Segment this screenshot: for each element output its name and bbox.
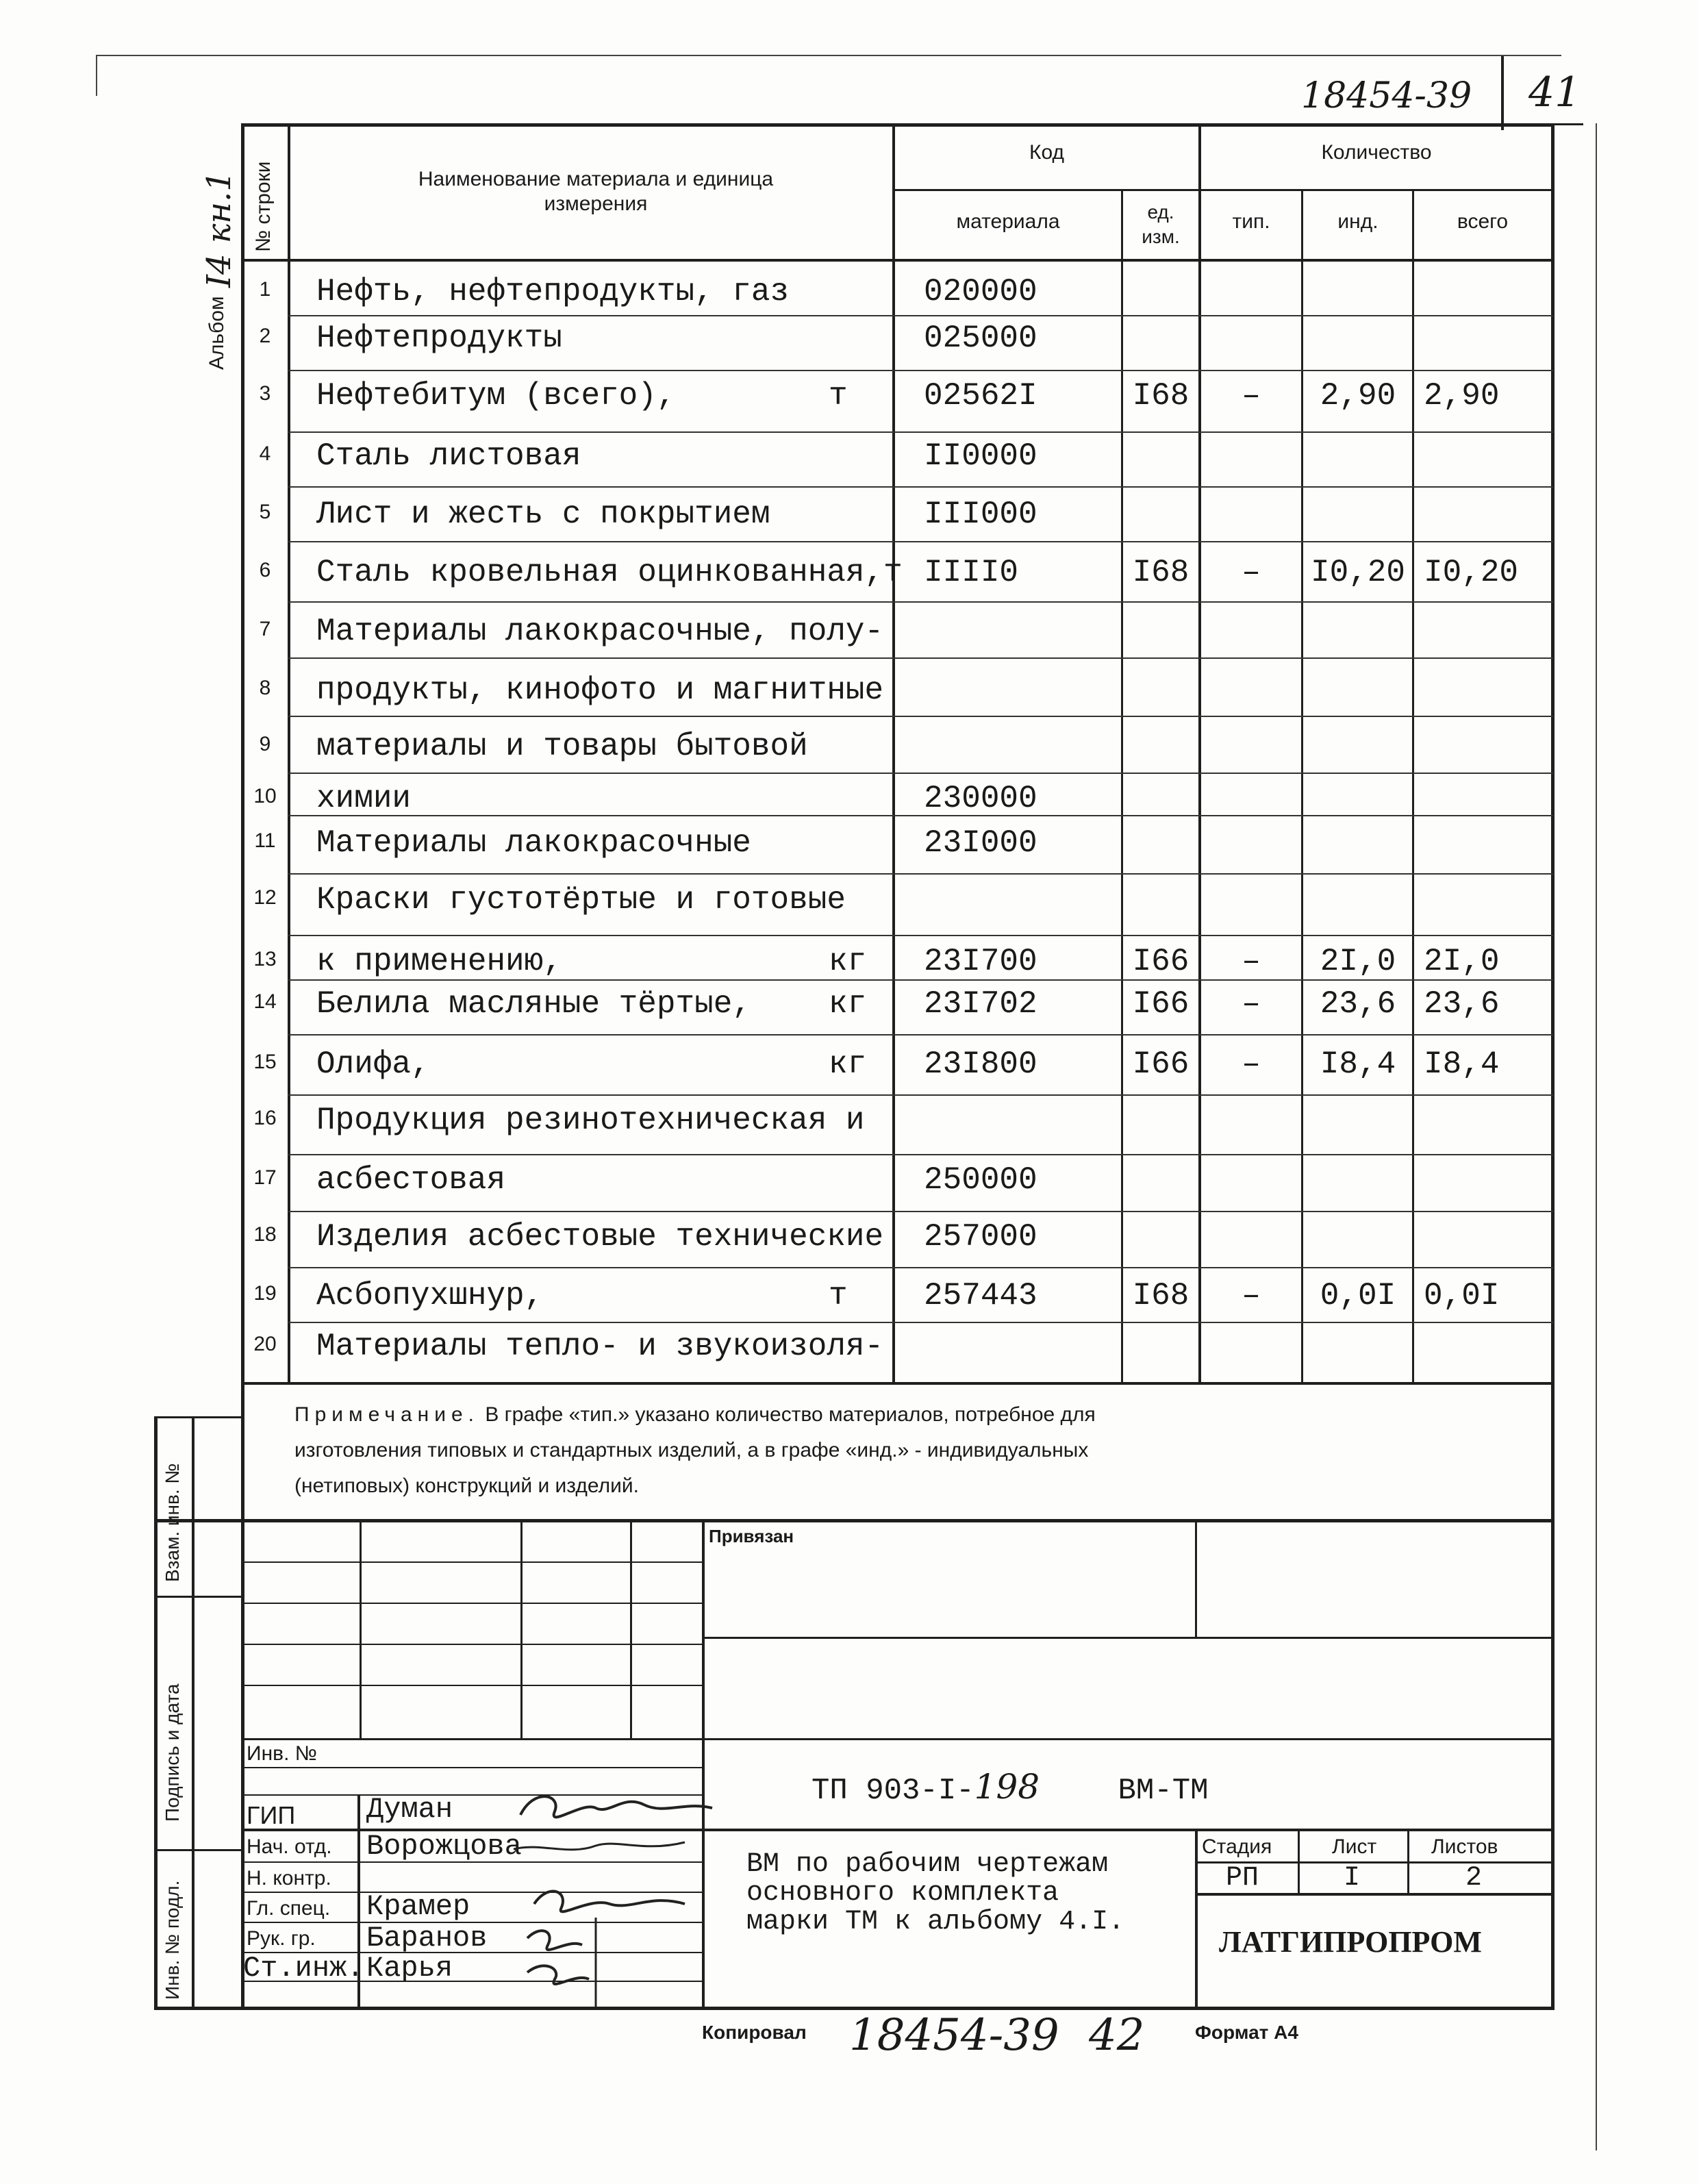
note-line-1: В графе «тип.» указано количество материалов, потребное для — [485, 1403, 1096, 1426]
header-row-number: № строки — [252, 161, 275, 252]
privyazan-label: Привязан — [709, 1526, 794, 1546]
table-row-line — [288, 601, 1553, 603]
tb-grid-h2 — [241, 1603, 703, 1604]
doc-code-suffix: ВМ-ТМ — [1118, 1774, 1209, 1808]
table-row-line — [288, 773, 1553, 774]
table-row-line — [288, 486, 1553, 488]
role-gip: ГИП — [247, 1801, 296, 1829]
side-label-podpis: Подпись и дата — [162, 1683, 183, 1822]
row-unit-code: I68 — [1132, 378, 1190, 414]
table-right-border — [1551, 123, 1555, 1383]
page-top-edge — [96, 55, 1561, 56]
doc-code-number: 198 — [974, 1767, 1040, 1807]
description-line-2: основного комплекта — [746, 1878, 1059, 1909]
row-name: Нефтебитум (всего), — [316, 378, 676, 414]
role-st-inzh: Ст.инж. — [243, 1952, 364, 1985]
row-code: 23I000 — [924, 825, 1037, 861]
tb-grid-v2 — [520, 1519, 523, 1738]
sheets-value: 2 — [1465, 1863, 1483, 1894]
row-number: 16 — [253, 1107, 277, 1129]
copied-label: Копировал — [702, 2022, 807, 2043]
row-code: III000 — [924, 497, 1037, 532]
row-name: химии — [316, 781, 412, 816]
note-lead: Примечание. — [294, 1403, 479, 1426]
tb-right — [1551, 1383, 1555, 2010]
row-number: 4 — [259, 442, 271, 465]
row-code: 250000 — [924, 1162, 1037, 1198]
col-sep-typ — [1301, 189, 1303, 1383]
table-header-bottom — [241, 259, 1553, 262]
row-number: 8 — [259, 677, 271, 699]
row-qty-ind: 2I,0 — [1320, 944, 1396, 979]
tb-side-sep1 — [154, 1596, 243, 1598]
row-qty-ind: 0,0I — [1320, 1278, 1396, 1314]
footer-page-number: 42 — [1089, 2010, 1145, 2061]
row-unit: т — [829, 1278, 848, 1314]
header-quantity: Количество — [1321, 141, 1432, 164]
sheet-label: Лист — [1332, 1835, 1377, 1858]
stage-value: РП — [1226, 1863, 1259, 1894]
row-code: 230000 — [924, 781, 1037, 816]
row-number: 17 — [253, 1166, 277, 1189]
header-name: Наименование материала и единица измерения — [418, 168, 774, 215]
col-sep-unit — [1198, 123, 1201, 1383]
doc-code — [811, 1767, 1209, 1808]
organization: ЛАТГИПРОПРОМ — [1219, 1925, 1482, 1959]
row-number: 1 — [259, 278, 271, 301]
header-code: Код — [1029, 141, 1064, 164]
description-line-1: ВМ по рабочим чертежам — [746, 1849, 1109, 1880]
row-name: продукты, кинофото и магнитные — [316, 673, 884, 708]
tb-grid-h3 — [241, 1644, 703, 1645]
table-subheader-line — [894, 189, 1553, 191]
row-name: Сталь листовая — [316, 438, 581, 474]
row-code: 025000 — [924, 321, 1037, 356]
row-name: Лист и жесть с покрытием — [316, 497, 770, 532]
tb-left-outer — [154, 1416, 158, 2010]
row-name: Материалы лакокрасочные — [316, 825, 751, 861]
row-code: 23I702 — [924, 986, 1037, 1022]
row-number: 12 — [253, 886, 277, 909]
tb-privyazan-bottom — [702, 1637, 1553, 1639]
row-code: 257000 — [924, 1219, 1037, 1255]
row-name: Олифа, — [316, 1046, 430, 1082]
tb-stage-v2 — [1407, 1829, 1409, 1896]
description-line-3: марки ТМ к альбому 4.I. — [746, 1907, 1125, 1937]
table-row-line — [288, 657, 1553, 659]
name-ruk-gr: Баранов — [366, 1922, 488, 1955]
row-unit: кг — [829, 1046, 867, 1082]
table-row-line — [288, 1154, 1553, 1155]
header-code-unit: ед. изм. — [1142, 201, 1180, 247]
row-qty-ind: 2,90 — [1320, 378, 1396, 414]
row-qty-typ: – — [1242, 555, 1261, 590]
tb-grid-v1 — [360, 1519, 362, 1738]
row-name: Белила масляные тёртые, — [316, 986, 751, 1022]
row-code: 02562I — [924, 378, 1037, 414]
tb-left-inner — [241, 1383, 244, 2010]
signatures — [507, 1774, 740, 2020]
row-code: IIII0 — [924, 555, 1019, 590]
role-nach-otd: Нач. отд. — [247, 1835, 332, 1858]
table-row-line — [288, 979, 1553, 981]
row-code: 23I700 — [924, 944, 1037, 979]
row-unit-code: I66 — [1132, 944, 1190, 979]
tb-grid-h5 — [241, 1738, 1553, 1740]
tb-grid-v3 — [630, 1519, 632, 1738]
row-name: Материалы лакокрасочные, полу- — [316, 614, 884, 649]
row-qty-ind: 23,6 — [1320, 986, 1396, 1022]
inv-no-label: Инв. № — [247, 1742, 317, 1765]
table-row-line — [288, 1094, 1553, 1096]
header-code-material: материала — [956, 210, 1060, 233]
row-number: 7 — [259, 618, 271, 640]
header-qty-ind: инд. — [1337, 210, 1379, 233]
sheet-value: I — [1344, 1863, 1361, 1894]
row-name: Нефтепродукты — [316, 321, 562, 356]
table-row-line — [288, 431, 1553, 433]
row-code: 23I800 — [924, 1046, 1037, 1082]
tb-grid-h6 — [241, 1767, 703, 1768]
row-unit-code: I68 — [1132, 555, 1190, 590]
row-code: 257443 — [924, 1278, 1037, 1314]
name-gip: Думан — [366, 1793, 453, 1826]
stage-label: Стадия — [1202, 1835, 1272, 1858]
doc-code-prefix: ТП 903-I- — [811, 1774, 974, 1808]
album-value: I4 кн.1 — [200, 171, 238, 288]
row-number: 13 — [253, 948, 277, 970]
album-label: Альбом — [205, 296, 228, 370]
table-row-line — [288, 1211, 1553, 1212]
role-gl-spec: Гл. спец. — [247, 1897, 331, 1920]
row-number: 11 — [254, 829, 276, 852]
row-code: 020000 — [924, 274, 1037, 310]
table-row-line — [288, 1034, 1553, 1035]
row-unit: кг — [829, 986, 867, 1022]
tb-side-sep2 — [154, 1849, 243, 1851]
side-label-vzam: Взам. инв. № — [162, 1463, 183, 1582]
row-qty-total: 2,90 — [1424, 378, 1500, 414]
page-number-box-left — [1501, 55, 1504, 130]
row-unit-code: I68 — [1132, 1278, 1190, 1314]
row-unit-code: I66 — [1132, 986, 1190, 1022]
row-number: 20 — [253, 1333, 277, 1355]
row-number: 15 — [253, 1051, 277, 1073]
row-number: 19 — [253, 1282, 277, 1305]
row-number: 5 — [259, 501, 271, 523]
row-number: 18 — [253, 1223, 277, 1246]
name-nach-otd: Ворожцова — [366, 1830, 522, 1863]
tb-top — [154, 1519, 1553, 1522]
row-qty-typ: – — [1242, 944, 1261, 979]
format-label: Формат А4 — [1195, 2022, 1298, 2043]
side-label-inv-podl: Инв. № подл. — [162, 1880, 183, 2000]
row-number: 10 — [253, 785, 277, 807]
row-code: II0000 — [924, 438, 1037, 474]
table-row-line — [288, 935, 1553, 936]
table-top-border — [241, 123, 1553, 127]
row-name: Асбопухшнур, — [316, 1278, 544, 1314]
doc-number-handwritten: 18454-39 — [1301, 75, 1472, 116]
tb-stage-v1 — [1298, 1829, 1300, 1896]
row-number: 14 — [253, 990, 277, 1013]
row-unit: т — [829, 378, 848, 414]
row-number: 2 — [259, 325, 271, 347]
row-qty-total: I8,4 — [1424, 1046, 1500, 1082]
table-row-line — [288, 1322, 1553, 1323]
row-number: 3 — [259, 382, 271, 405]
tb-grid-h1 — [241, 1561, 703, 1563]
row-qty-ind: I0,20 — [1310, 555, 1406, 590]
row-qty-typ: – — [1242, 986, 1261, 1022]
note-top-line — [241, 1382, 1553, 1385]
note-line-3: (нетиповых) конструкций и изделий. — [294, 1474, 639, 1497]
row-qty-total: I0,20 — [1424, 555, 1519, 590]
copied-number: 18454-39 — [849, 2010, 1059, 2061]
row-name: Сталь кровельная оцинкованная,т — [316, 555, 903, 590]
page-right-edge — [1596, 123, 1597, 2150]
row-qty-typ: – — [1242, 1278, 1261, 1314]
row-name: асбестовая — [316, 1162, 506, 1198]
row-qty-ind: I8,4 — [1320, 1046, 1396, 1082]
tb-stage-left — [1195, 1829, 1198, 2010]
tb-grid-h4 — [241, 1685, 703, 1686]
name-gl-spec: Крамер — [366, 1890, 470, 1923]
row-qty-total: 23,6 — [1424, 986, 1500, 1022]
row-qty-typ: – — [1242, 378, 1261, 414]
row-name: материалы и товары бытовой — [316, 729, 808, 764]
table-row-line — [288, 1267, 1553, 1268]
sheets-label: Листов — [1431, 1835, 1498, 1858]
col-sep-code — [1121, 189, 1123, 1383]
col-sep-ind — [1412, 189, 1414, 1383]
header-qty-total: всего — [1457, 210, 1509, 233]
row-name: Продукция резинотехническая и — [316, 1103, 865, 1138]
row-name: Изделия асбестовые технические — [316, 1219, 884, 1255]
row-qty-total: 0,0I — [1424, 1278, 1500, 1314]
row-qty-typ: – — [1242, 1046, 1261, 1082]
tb-privyazan-sep — [1195, 1519, 1197, 1637]
table-row-line — [288, 315, 1553, 316]
role-n-kontr: Н. контр. — [247, 1867, 331, 1890]
row-unit-code: I66 — [1132, 1046, 1190, 1082]
page-left-edge — [96, 55, 97, 96]
row-name: Краски густотёртые и готовые — [316, 882, 846, 918]
row-unit: кг — [829, 944, 867, 979]
role-ruk-gr: Рук. гр. — [247, 1927, 316, 1950]
row-number: 6 — [259, 559, 271, 581]
name-st-inzh: Карья — [366, 1952, 453, 1985]
tb-side-top — [154, 1416, 243, 1418]
table-row-line — [288, 716, 1553, 717]
row-name: Нефть, нефтепродукты, газ — [316, 274, 790, 310]
note-line-2: изготовления типовых и стандартных изделий, а в графе «инд.» - индивидуальных — [294, 1439, 1089, 1461]
table-row-line — [288, 873, 1553, 875]
row-name: Материалы тепло- и звукоизоля- — [316, 1329, 884, 1364]
row-qty-total: 2I,0 — [1424, 944, 1500, 979]
page-number: 41 — [1528, 68, 1581, 116]
table-row-line — [288, 541, 1553, 542]
table-row-line — [288, 370, 1553, 371]
tb-side-sep — [192, 1416, 194, 2010]
row-name: к применению, — [316, 944, 562, 979]
note — [294, 1397, 1541, 1504]
row-number: 9 — [259, 733, 271, 755]
header-qty-typ: тип. — [1232, 210, 1270, 233]
